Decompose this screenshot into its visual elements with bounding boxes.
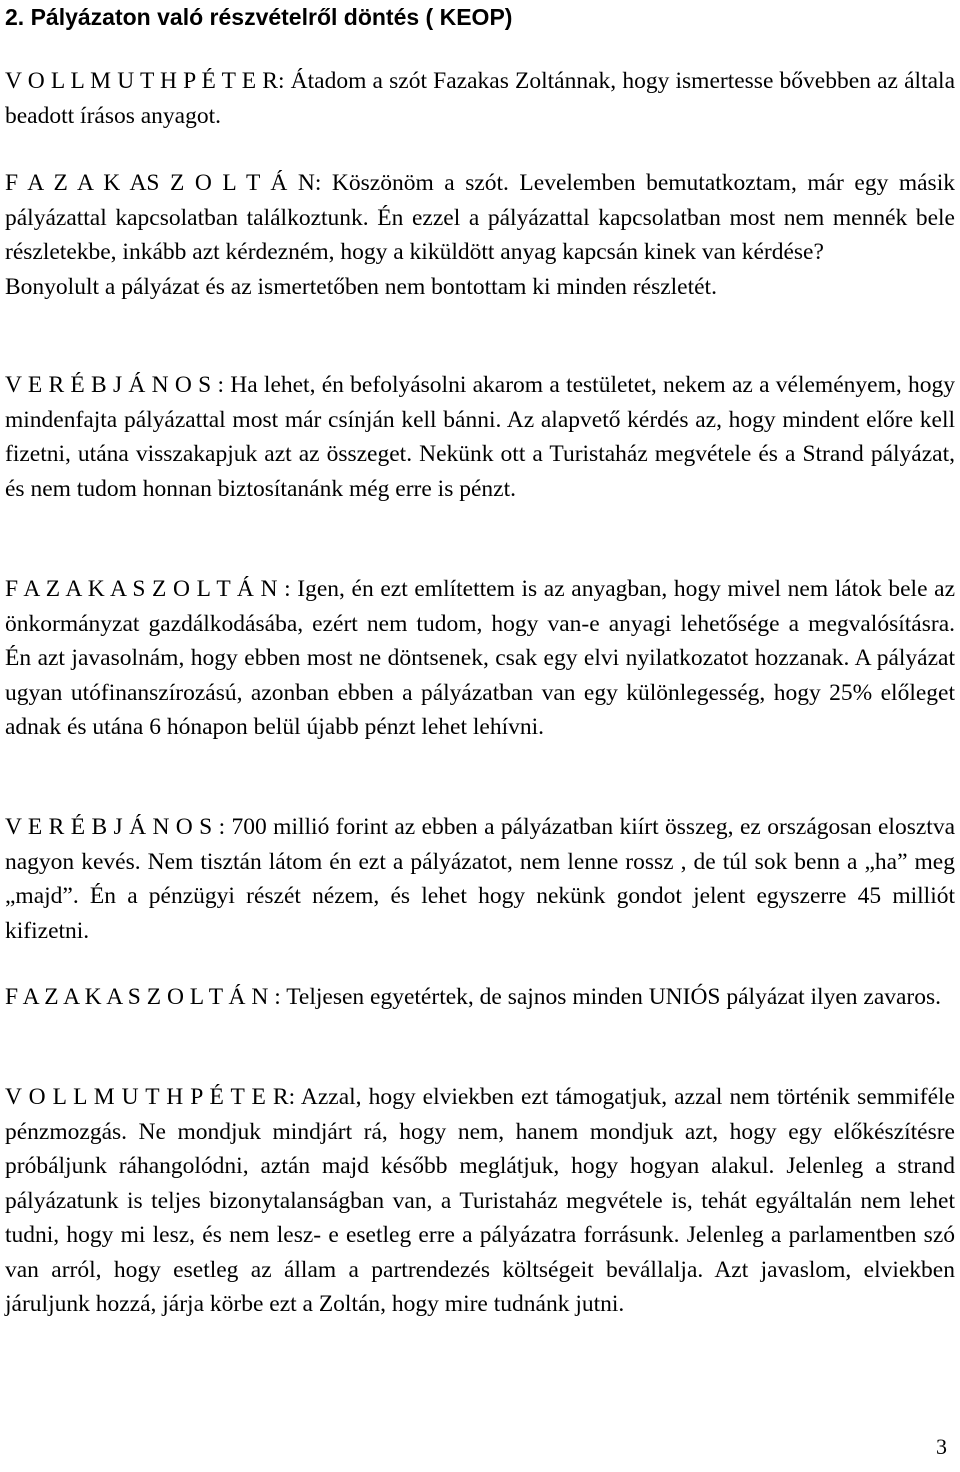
paragraph-line: F A Z A K AS Z O L T Á N: Köszönöm a szót. Levelemben bemutatkoztam, már egy másik pályázattal kapcsolatban találkoztunk. Én ezzel a pályázattal kapcsolatban most nem mennék bele részletekbe, inkább azt kérdezném, hogy a kiküldött anyag kapcsán kinek van kérdése? — [5, 170, 955, 265]
page-number: 3 — [936, 1434, 947, 1459]
paragraph-line: V O L L M U T H P É T E R: Átadom a szót Fazakas Zoltánnak, hogy ismertesse bővebben az általa beadott írásos anyagot. — [5, 68, 955, 129]
paragraph-line: V E R É B J Á N O S : Ha lehet, én befolyásolni akarom a testületet, nekem az a véleményem, hogy mindenfajta pályázattal most már csínján kell bánni. Az alapvető kérdés az, hogy mindent előre kell fizetni, utána visszakapjuk azt az összeget. Nekünk ott a Turistaház megvétele és a Strand pályázat, és nem tudom honnan biztosítanánk még erre is pénzt. — [5, 372, 955, 502]
paragraph-vereb-1 — [5, 368, 955, 506]
paragraph-vereb-2 — [5, 810, 955, 948]
paragraph-line: F A Z A K A S Z O L T Á N : Teljesen egyetértek, de sajnos minden UNIÓS pályázat ilyen zavaros. — [5, 984, 942, 1010]
paragraph-line: Bonyolult a pályázat és az ismertetőben nem bontottam ki minden részletét. — [5, 273, 717, 300]
paragraph-fazakas-2 — [5, 572, 955, 745]
paragraph-fazakas-3 — [5, 980, 955, 1015]
paragraph-vollmuth-1 — [5, 64, 955, 133]
section-heading: 2. Pályázaton való részvételről döntés ( KEOP) — [5, 4, 513, 30]
paragraph-line: F A Z A K A S Z O L T Á N : Igen, én ezt említettem is az anyagban, hogy mivel nem látok bele az önkormányzat gazdálkodásába, ezért nem tudom, hogy van-e anyagi lehetősége a megvalósításra. Én azt javasolnám, hogy ebben most ne döntsenek, csak egy elvi nyilatkozatot hozzanak. A pályázat ugyan utófinanszírozású, azonban ebben a pályázatban van egy különlegesség, hogy 25% előleget adnak és utána 6 hónapon belül újabb pénzt lehet lehívni. — [5, 576, 955, 740]
paragraph-fazakas-1 — [5, 166, 955, 304]
paragraph-line: V O L L M U T H P É T E R: Azzal, hogy elviekben ezt támogatjuk, azzal nem történik semmiféle pénzmozgás. Ne mondjuk mindjárt rá, hogy nem, hanem mondjuk azt, hogy egy előkészítésre próbáljunk ráhangolódni, aztán majd később meglátjuk, hogy hogyan alakul. Jelenleg a strand pályázatunk is teljes bizonytalanságban van, a Turistaház megvétele is, tehát egyáltalán nem lehet tudni, hogy mi lesz, és nem lesz- e esetleg erre a pályázatra forrásunk. Jelenleg a parlamentben szó van arról, hogy esetleg az állam a partrendezés költségeit bevállalja. Azt javaslom, elviekben járuljunk hozzá, járja körbe ezt a Zoltán, hogy mire tudnánk jutni. — [5, 1084, 955, 1317]
paragraph-line: V E R É B J Á N O S : 700 millió forint az ebben a pályázatban kiírt összeg, ez országosan elosztva nagyon kevés. Nem tisztán látom én ezt a pályázatot, nem lenne rossz , de túl sok benn a „ha” meg „majd”. Én a pénzügyi részét nézem, és lehet hogy nekünk gondot jelent egyszerre 45 milliót kifizetni. — [5, 814, 955, 944]
paragraph-vollmuth-2 — [5, 1080, 955, 1322]
document-page — [5, 0, 955, 1472]
